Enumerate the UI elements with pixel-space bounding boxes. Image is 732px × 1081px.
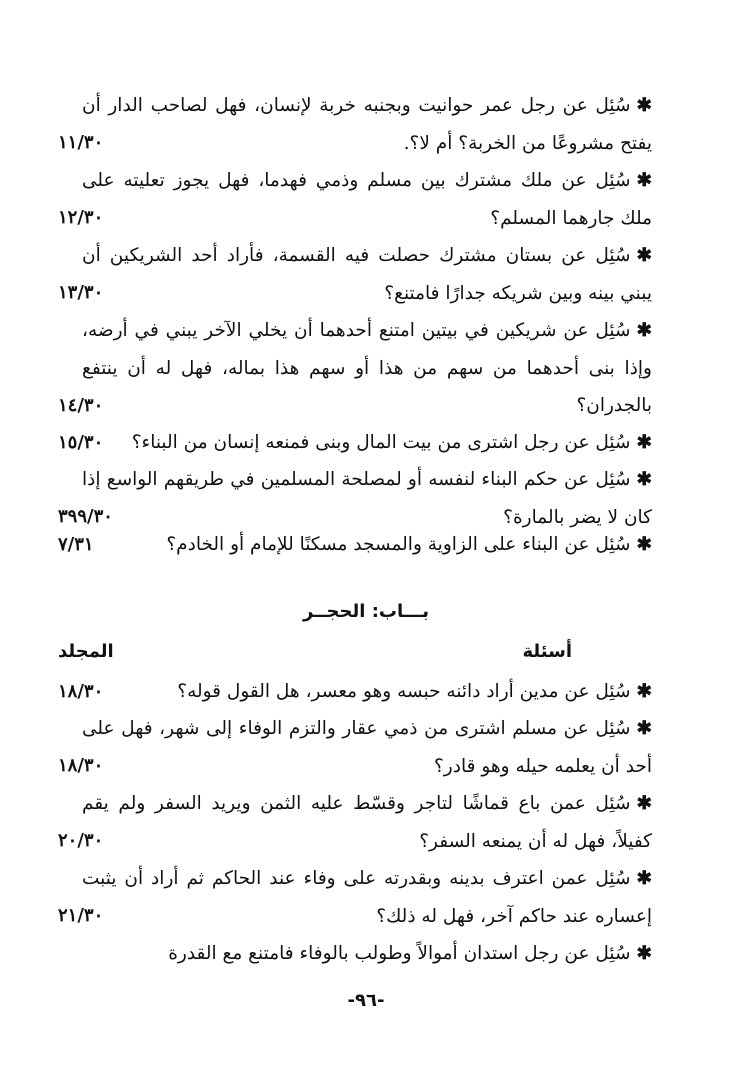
bullet-star-icon: ✱ <box>636 320 652 341</box>
question-text: سُئِل عن رجل اشترى من بيت المال وبنى فمنعه إنسان من البناء؟ <box>131 432 631 453</box>
question-text: سُئِل عن حكم البناء لنفسه أو لمصلحة المسلمين في طريقهم الواسع إذا كان لا يضر بالمارة؟ <box>82 469 652 528</box>
volume-ref: ٢٠/٣٠ <box>58 830 104 851</box>
question-text: سُئِل عن شريكين في بيتين امتنع أحدهما أن يخلي الآخر يبني في أرضه، وإذا بنى أحدهما من سهم من هذا أو سهم هذا بماله، فهل له أن ينتفع بالجدران؟ <box>82 320 652 416</box>
bullet-star-icon: ✱ <box>636 170 652 191</box>
bullet-star-icon: ✱ <box>636 95 652 116</box>
volume-ref: ١٥/٣٠ <box>58 432 104 453</box>
column-header-questions: أسئلة <box>522 641 572 662</box>
column-header-volume: المجلد <box>58 641 114 662</box>
bullet-star-icon: ✱ <box>636 943 652 964</box>
question-text: سُئِل عمن اعترف بدينه وبقدرته على وفاء عند الحاكم ثم أراد أن يثبت إعساره عند حاكم آخر، فهل له ذلك؟ <box>82 868 652 927</box>
bullet-star-icon: ✱ <box>636 681 652 702</box>
bullet-star-icon: ✱ <box>636 469 652 490</box>
question-text: سُئِل عن مدين أراد دائنه حبسه وهو معسر، هل القول قوله؟ <box>177 681 631 702</box>
volume-ref: ١١/٣٠ <box>58 132 104 153</box>
bullet-star-icon: ✱ <box>636 534 652 555</box>
question-text: سُئِل عن البناء على الزاوية والمسجد مسكنًا للإمام أو الخادم؟ <box>166 534 631 555</box>
question-text: سُئِل عن مسلم اشترى من ذمي عقار والتزم الوفاء إلى شهر، فهل على أحد أن يعلمه حيله وهو قادر؟ <box>82 718 652 777</box>
question-text: سُئِل عن رجل استدان أموالاً وطولب بالوفاء فامتنع مع القدرة <box>168 943 631 964</box>
question-text: سُئِل عن ملك مشترك بين مسلم وذمي فهدما، فهل يجوز تعليته على ملك جارهما المسلم؟ <box>82 170 652 229</box>
bullet-star-icon: ✱ <box>636 245 652 266</box>
bullet-star-icon: ✱ <box>636 432 652 453</box>
question-text: سُئِل عن رجل عمر حوانيت وبجنبه خربة لإنسان، فهل لصاحب الدار أن يفتح مشروعًا من الخربة؟ أم لا؟. <box>82 95 652 154</box>
volume-ref: ١٨/٣٠ <box>58 755 104 776</box>
volume-ref: ١٤/٣٠ <box>58 395 104 416</box>
bullet-star-icon: ✱ <box>636 718 652 739</box>
volume-ref: ١٣/٣٠ <box>58 282 104 303</box>
question-text: سُئِل عن بستان مشترك حصلت فيه القسمة، فأراد أحد الشريكين أن يبني بينه وبين شريكه جدارًا فامتنع؟ <box>82 245 652 304</box>
volume-ref: ٢١/٣٠ <box>58 905 104 926</box>
volume-ref: ٣٩٩/٣٠ <box>58 506 113 527</box>
volume-ref: ١٨/٣٠ <box>58 681 104 702</box>
page-number: -٩٦- <box>347 990 385 1011</box>
section-title: بـــاب: الحجــر <box>303 601 429 622</box>
question-text: سُئِل عمن باع قماشًا لتاجر وقسّط عليه الثمن ويريد السفر ولم يقم كفيلاً، فهل له أن يمنعه السفر؟ <box>82 793 652 852</box>
bullet-star-icon: ✱ <box>636 793 652 814</box>
bullet-star-icon: ✱ <box>636 868 652 889</box>
volume-ref: ١٢/٣٠ <box>58 207 104 228</box>
volume-ref: ٧/٣١ <box>58 534 94 555</box>
